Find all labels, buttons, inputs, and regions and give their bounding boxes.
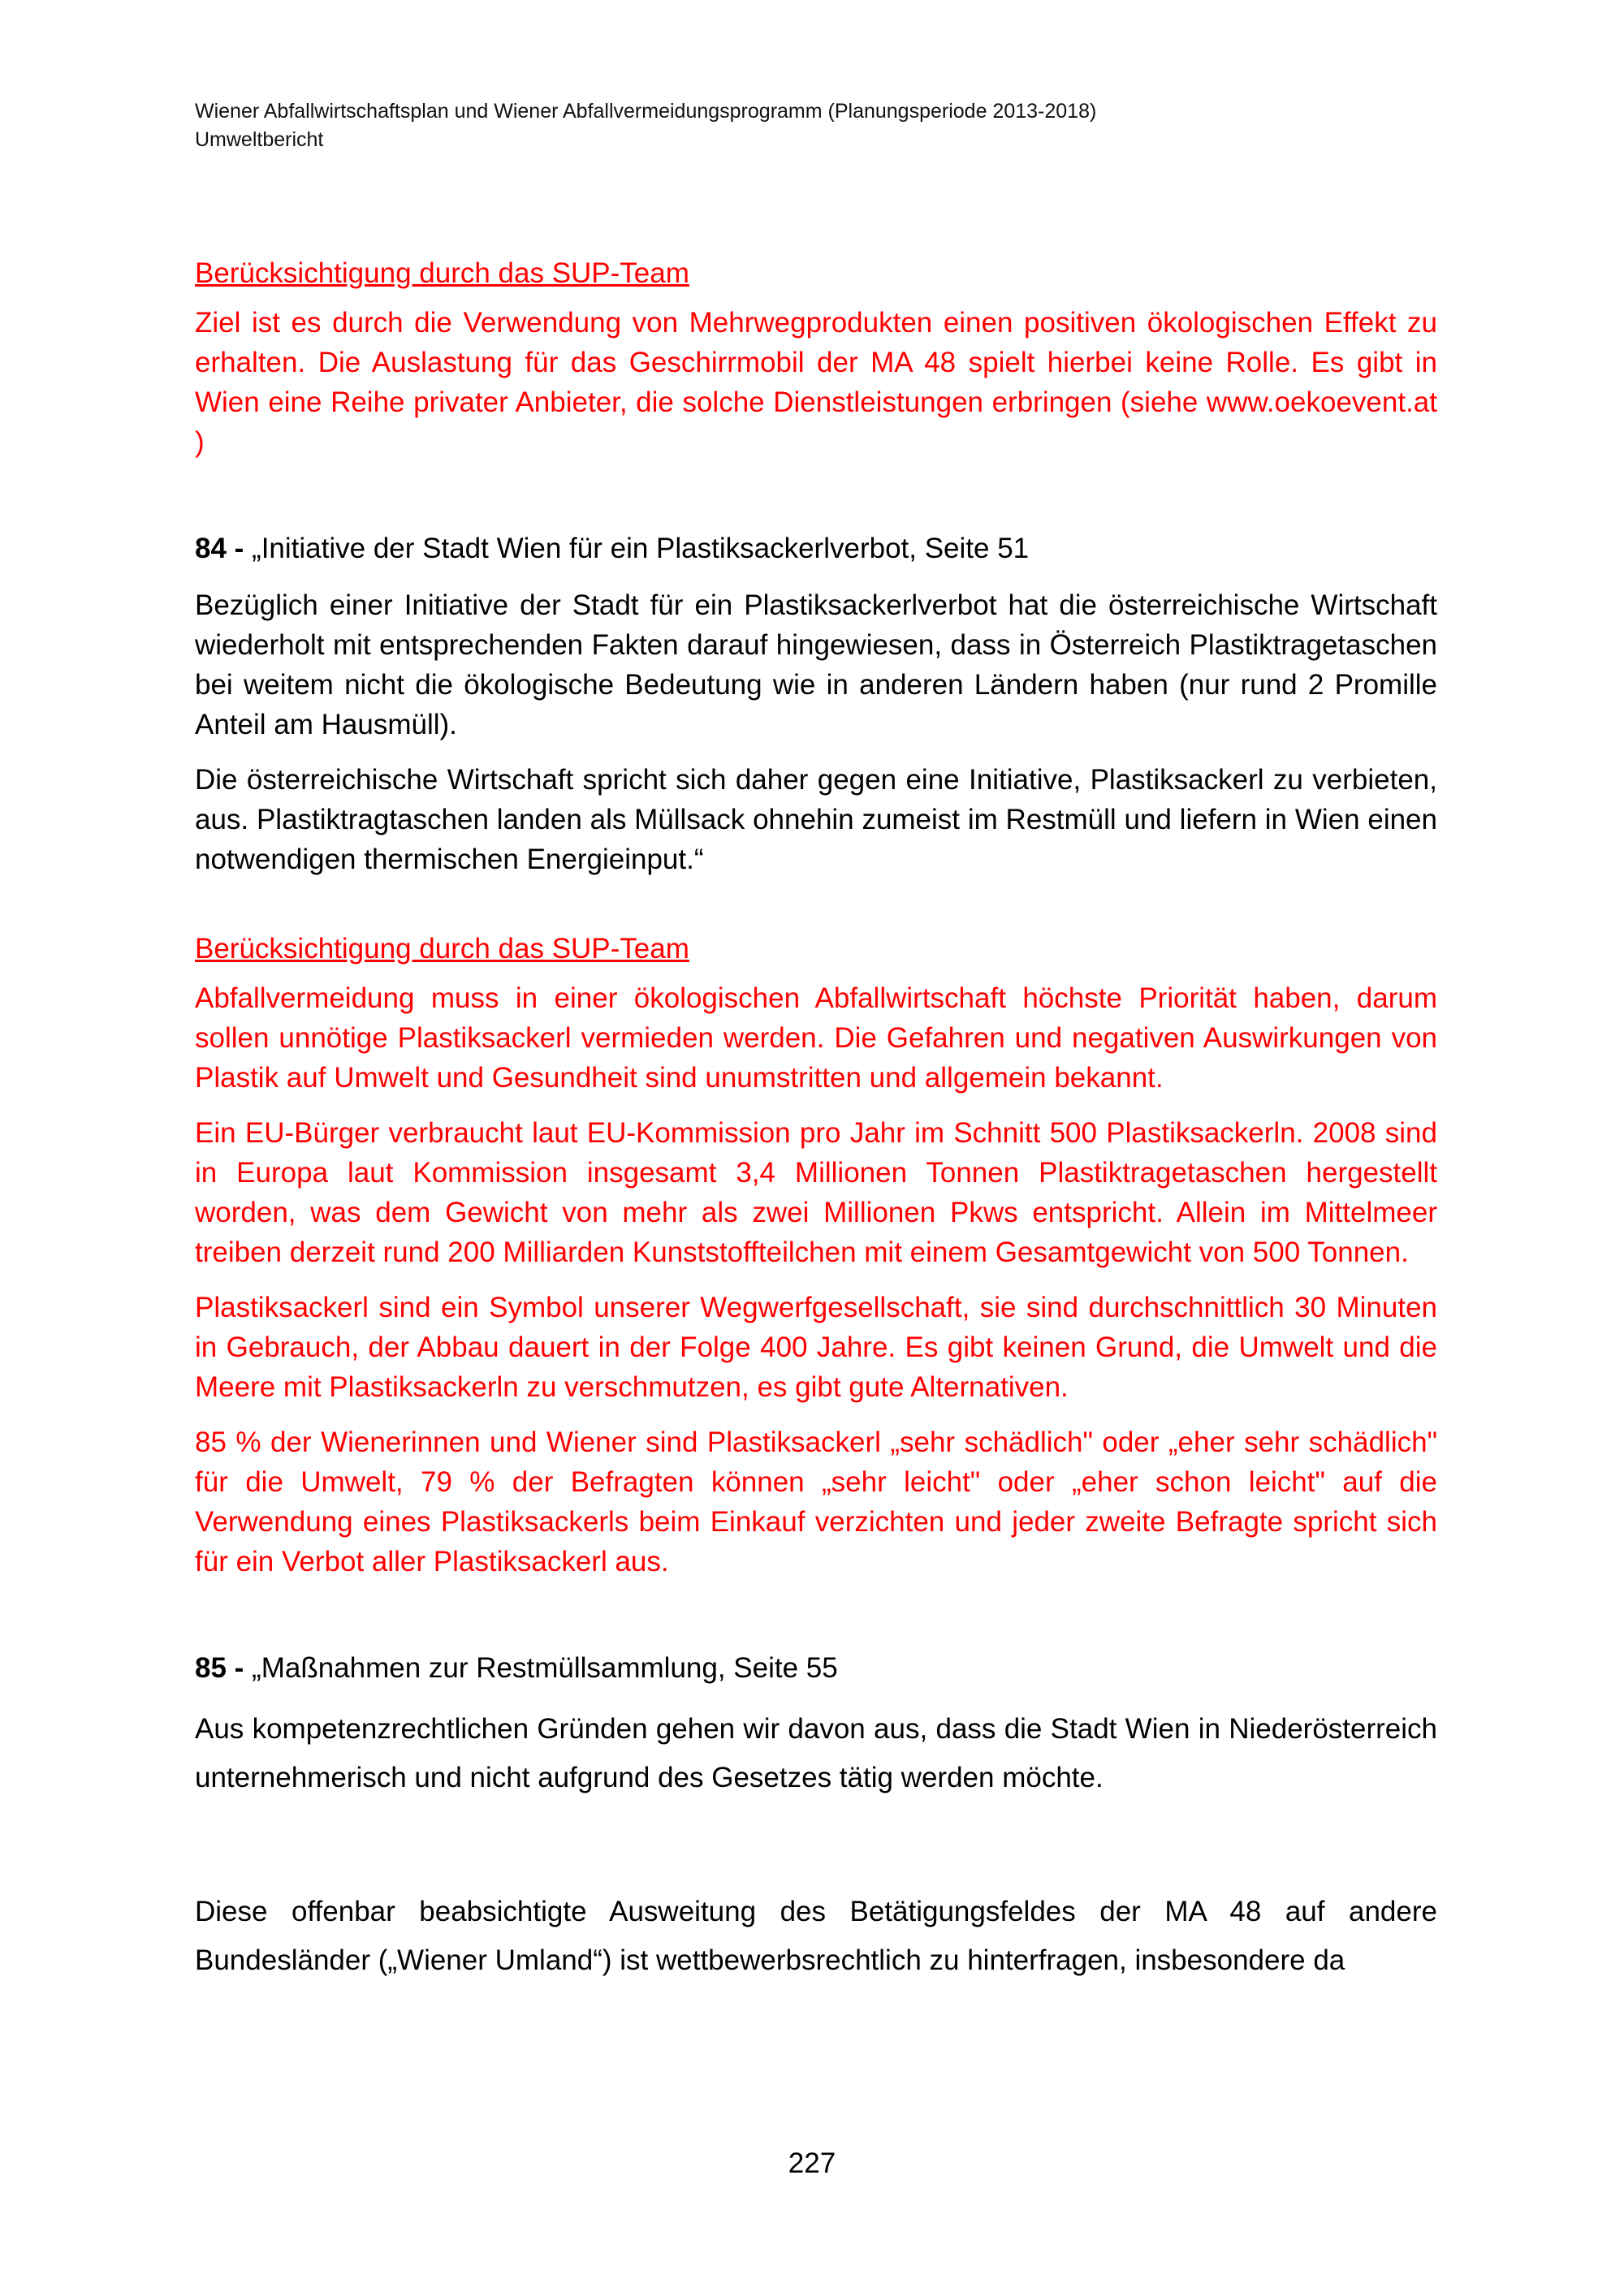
spacer (195, 1818, 1437, 1888)
item-84-heading (195, 529, 1437, 568)
sup-team-heading-2: Berücksichtigung durch das SUP-Team (195, 933, 689, 965)
spacer (195, 477, 1437, 529)
spacer (195, 895, 1437, 929)
sup-team-response-2-paragraph-2: Ein EU-Bürger verbraucht laut EU-Kommission pro Jahr im Schnitt 500 Plastiksackerln. 2008 sind in Europa laut Kommission insgesamt 3,4 Millionen Tonnen Plastiktragetaschen hergestellt worden, was dem Gewicht von mehr als zwei Millionen Pkws entspricht. Allein im Mittelmeer treiben derzeit rund 200 Milliarden Kunststoffteilchen mit einem Gesamtgewicht von 500 Tonnen. (195, 1117, 1437, 1268)
running-header (195, 97, 1462, 154)
item-84-paragraph-1: Bezüglich einer Initiative der Stadt für ein Plastiksackerlverbot hat die österreichische Wirtschaft wiederholt mit entsprechenden Fakten darauf hingewiesen, dass in Österreich Plastiktragetaschen bei weitem nicht die ökologische Bedeutung wie in anderen Ländern haben (nur rund 2 Promille Anteil am Hausmüll). (195, 589, 1437, 740)
item-84-title: „Initiative der Stadt Wien für ein Plastiksackerlverbot, Seite 51 (252, 533, 1030, 564)
item-85-number: 85 - (195, 1652, 244, 1684)
page-number: 227 (788, 2147, 836, 2179)
item-85-paragraph-1: Aus kompetenzrechtlichen Gründen gehen wir davon aus, dass die Stadt Wien in Niederösterreich unternehmerisch und nicht aufgrund des Gesetzes tätig werden möchte. (195, 1713, 1437, 1793)
item-85-heading (195, 1648, 1437, 1688)
sup-team-response-2-paragraph-1: Abfallvermeidung muss in einer ökologischen Abfallwirtschaft höchste Priorität haben, darum sollen unnötige Plastiksackerl vermieden werden. Die Gefahren und negativen Auswirkungen von Plastik auf Umwelt und Gesundheit sind unumstritten und allgemein bekannt. (195, 982, 1437, 1094)
spacer (195, 1597, 1437, 1648)
sup-team-response-1: Ziel ist es durch die Verwendung von Mehrwegprodukten einen positiven ökologischen Effekt zu erhalten. Die Auslastung für das Geschirrmobil der MA 48 spielt hierbei keine Rolle. Es gibt in Wien eine Reihe privater Anbieter, die solche Dienstleistungen erbringen (siehe www.oekoevent.at ) (195, 307, 1437, 458)
header-subtitle: Umweltbericht (195, 128, 324, 151)
item-84-paragraph-2: Die österreichische Wirtschaft spricht sich daher gegen eine Initiative, Plastiksackerl zu verbieten, aus. Plastiktragtaschen landen als Müllsack ohnehin zumeist im Restmüll und liefern in Wien einen notwendigen thermischen Energieinput.“ (195, 764, 1437, 875)
sup-team-response-2-paragraph-4: 85 % der Wienerinnen und Wiener sind Plastiksackerl „sehr schädlich" oder „eher sehr schädlich" für die Umwelt, 79 % der Befragten können „sehr leicht" oder „eher schon leicht" auf die Verwendung eines Plastiksackerls beim Einkauf verzichten und jeder zweite Befragte spricht sich für ein Verbot aller Plastiksackerl aus. (195, 1426, 1437, 1577)
sup-team-response-2-paragraph-3: Plastiksackerl sind ein Symbol unserer Wegwerfgesellschaft, sie sind durchschnittlich 30 Minuten in Gebrauch, der Abbau dauert in der Folge 400 Jahre. Es gibt keinen Grund, die Umwelt und die Meere mit Plastiksackerln zu verschmutzen, es gibt gute Alternativen. (195, 1292, 1437, 1403)
header-title: Wiener Abfallwirtschaftsplan und Wiener Abfallvermeidungsprogramm (Planungsperiode 2013-2018) (195, 100, 1097, 123)
sup-team-heading-1: Berücksichtigung durch das SUP-Team (195, 257, 689, 289)
item-85-title: „Maßnahmen zur Restmüllsammlung, Seite 55 (252, 1652, 838, 1684)
item-85-paragraph-2: Diese offenbar beabsichtigte Ausweitung des Betätigungsfeldes der MA 48 auf andere Bundesländer („Wiener Umland“) ist wettbewerbsrechtlich zu hinterfragen, insbesondere da (195, 1896, 1437, 1976)
item-84-number: 84 - (195, 533, 244, 564)
page-body (195, 253, 1437, 2000)
